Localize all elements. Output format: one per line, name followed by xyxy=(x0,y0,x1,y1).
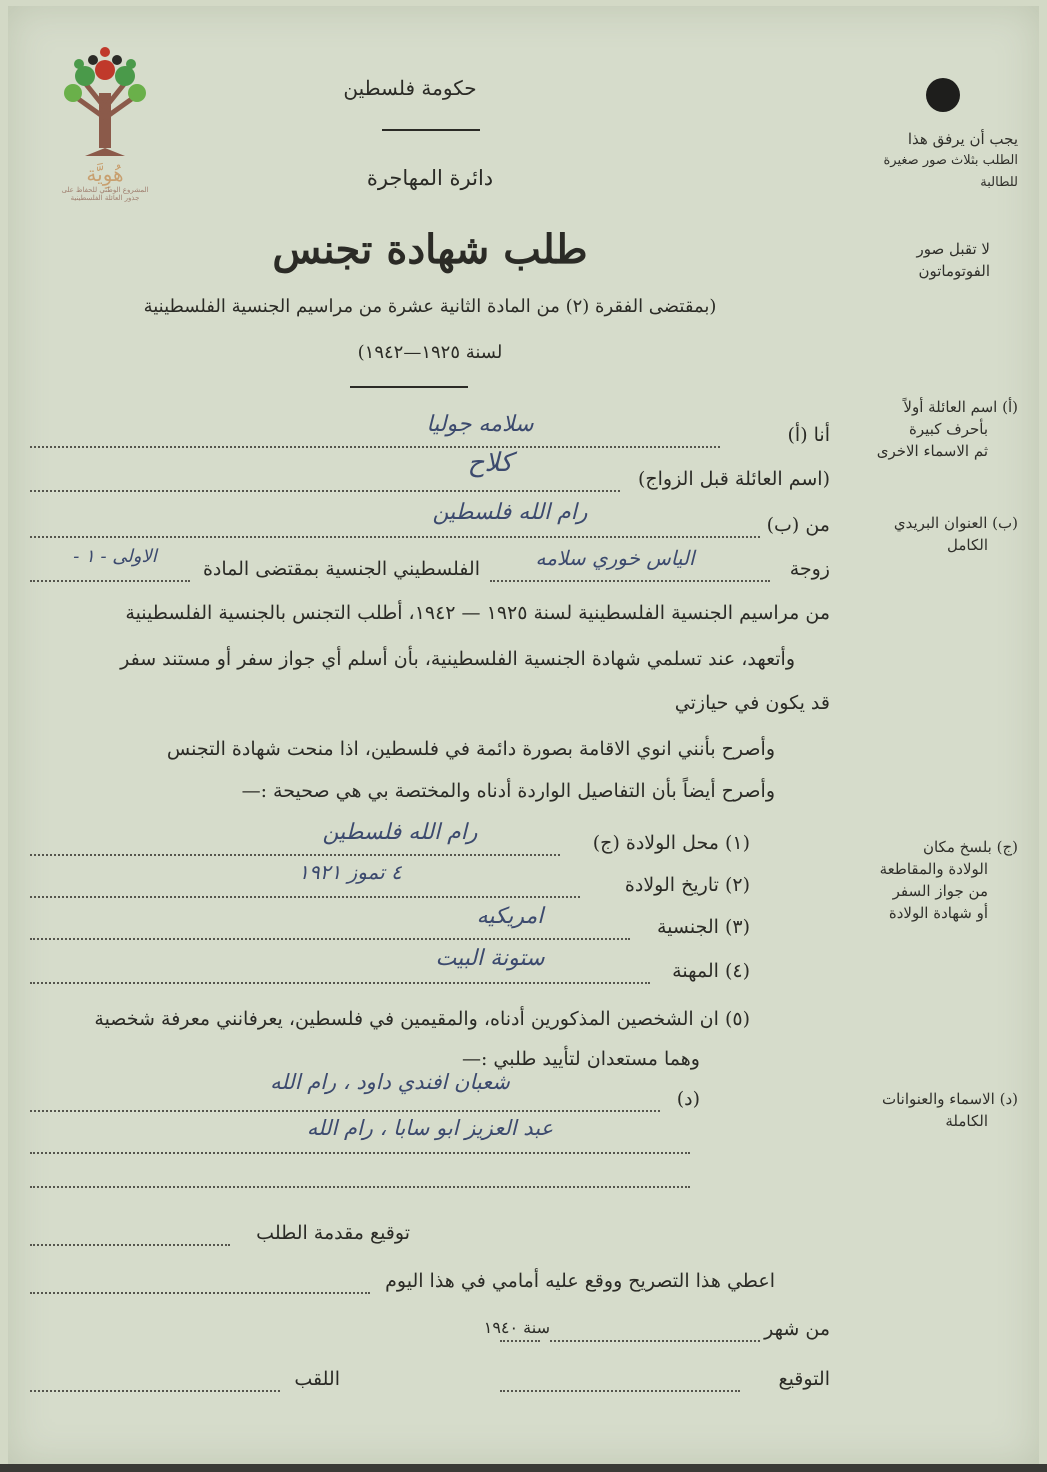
margin-note-a-2: بأحرف كبيرة xyxy=(909,420,988,438)
margin-note-b-2: الكامل xyxy=(947,536,988,554)
husband-field[interactable] xyxy=(490,580,770,582)
margin-note-b xyxy=(840,512,1018,556)
from-value: رام الله فلسطين xyxy=(432,500,588,525)
form-subtitle-1: (بمقتضى الفقرة (٢) من المادة الثانية عشرة من مراسيم الجنسية الفلسطينية xyxy=(143,296,717,317)
month-field[interactable] xyxy=(550,1340,760,1342)
wife-label: زوجة xyxy=(789,558,830,580)
margin-note-photos-2: الطلب بثلاث صور صغيرة xyxy=(883,153,1018,168)
margin-note-b-1: (ب) العنوان البريدي xyxy=(893,514,1018,532)
applicant-name-field[interactable] xyxy=(30,446,720,448)
title-field[interactable] xyxy=(30,1390,280,1392)
article-field[interactable] xyxy=(30,580,190,582)
margin-note-c-3: من جواز السفر xyxy=(892,882,988,900)
wife-nationality-text: الفلسطيني الجنسية بمقتضى المادة xyxy=(202,558,480,580)
margin-note-c xyxy=(840,836,1018,924)
from-label: من (ب) xyxy=(766,514,830,536)
referee-2-field[interactable] xyxy=(30,1152,690,1154)
government-heading: حكومة فلسطين xyxy=(343,76,477,100)
birthplace-value: رام الله فلسطين xyxy=(322,820,478,845)
referee-1-value: شعبان افندي داود ، رام الله xyxy=(270,1070,510,1094)
logo-tagline-2: جذور العائلة الفلسطينية xyxy=(70,194,140,202)
birthdate-value: ٤ تموز ١٩٢١ xyxy=(298,860,402,884)
punch-hole xyxy=(926,78,960,112)
occupation-field[interactable] xyxy=(30,982,650,984)
margin-note-photos xyxy=(840,128,1018,194)
applicant-name-label: أنا (أ) xyxy=(787,424,830,446)
occupation-value: ستونة البيت xyxy=(435,946,545,971)
year-field[interactable] xyxy=(500,1340,540,1342)
declaration-statement: اعطي هذا التصريح ووقع عليه أمامي في هذا اليوم xyxy=(385,1270,775,1292)
birthplace-label: (١) محل الولادة (ج) xyxy=(592,832,750,854)
logo-name: هُوِيَّة xyxy=(86,162,124,186)
margin-note-a-3: ثم الاسماء الاخرى xyxy=(876,442,988,460)
husband-value: الياس خوري سلامه xyxy=(535,546,695,570)
declaration-line-3: قد يكون في حيازتي xyxy=(674,692,830,714)
birthplace-field[interactable] xyxy=(30,854,560,856)
from-field[interactable] xyxy=(30,536,760,538)
form-subtitle-2: لسنة ١٩٢٥—١٩٤٢) xyxy=(357,342,503,363)
applicant-name-value: سلامه جوليا xyxy=(426,412,534,437)
referee-3-field[interactable] xyxy=(30,1186,690,1188)
margin-note-a xyxy=(840,396,1018,462)
margin-note-d xyxy=(840,1088,1018,1132)
department-heading: دائرة المهاجرة xyxy=(366,166,494,190)
heading-rule-1 xyxy=(382,129,480,131)
margin-note-a-1: (أ) اسم العائلة أولاً xyxy=(903,398,1018,416)
birthdate-field[interactable] xyxy=(30,896,580,898)
tree-icon xyxy=(55,38,155,158)
month-label: من شهر xyxy=(764,1318,830,1340)
margin-note-c-1: (ج) بلسخ مكان xyxy=(922,838,1018,856)
declaration-line-1: من مراسيم الجنسية الفلسطينية لسنة ١٩٢٥ — ١٩٤٢، أطلب التجنس بالجنسية الفلسطينية xyxy=(125,602,830,624)
referee-2-value: عبد العزيز ابو سابا ، رام الله xyxy=(306,1116,554,1140)
referee-1-field[interactable] xyxy=(30,1110,660,1112)
margin-note-c-2: الولادة والمقاطعة xyxy=(879,860,988,878)
margin-note-photomaton-1: لا تقبل صور xyxy=(916,240,990,258)
referees-line-2: وهما مستعدان لتأييد طلبي :— xyxy=(461,1048,700,1070)
nationality-label: (٣) الجنسية xyxy=(656,916,750,938)
scan-edge xyxy=(0,1464,1047,1472)
occupation-label: (٤) المهنة xyxy=(672,960,750,982)
declaration-line-4: وأصرح بأنني انوي الاقامة بصورة دائمة في فلسطين، اذا منحت شهادة التجنس xyxy=(166,738,775,760)
margin-note-photos-1: يجب أن يرفق هذا xyxy=(907,130,1018,148)
referees-line-1: (٥) ان الشخصين المذكورين أدناه، والمقيمين في فلسطين، يعرفانني معرفة شخصية xyxy=(94,1008,750,1030)
signature-label: التوقيع xyxy=(778,1368,830,1390)
maiden-name-value: كلاح xyxy=(467,448,513,478)
margin-note-d-2: الكاملة xyxy=(945,1112,988,1130)
margin-note-photomaton xyxy=(840,238,990,282)
signature-field[interactable] xyxy=(500,1390,740,1392)
article-value: الاولى - ١ - xyxy=(73,546,157,567)
year-label: سنة ١٩٤٠ xyxy=(483,1318,550,1337)
maiden-name-field[interactable] xyxy=(30,490,620,492)
referee-label: (د) xyxy=(676,1088,700,1110)
margin-note-photos-3: للطالبة xyxy=(980,175,1018,190)
margin-note-c-4: أو شهادة الولادة xyxy=(888,904,988,922)
declaration-day-field[interactable] xyxy=(30,1292,370,1294)
nationality-field[interactable] xyxy=(30,938,630,940)
declaration-line-5: وأصرح أيضاً بأن التفاصيل الواردة أدناه والمختصة بي هي صحيحة :— xyxy=(241,780,775,802)
maiden-name-label: (اسم العائلة قبل الزواج) xyxy=(637,468,830,490)
declaration-line-2: وأتعهد، عند تسلمي شهادة الجنسية الفلسطينية، بأن أسلم أي جواز سفر أو مستند سفر xyxy=(120,648,795,670)
applicant-signature-field[interactable] xyxy=(30,1244,230,1246)
form-paper xyxy=(8,6,1039,1466)
logo-tagline-1: المشروع الوطني للحفاظ على xyxy=(61,186,149,194)
title-label: اللقب xyxy=(294,1368,340,1390)
birthdate-label: (٢) تاريخ الولادة xyxy=(624,874,750,896)
margin-note-d-1: (د) الاسماء والعنوانات xyxy=(881,1090,1018,1108)
form-title: طلب شهادة تجنس xyxy=(272,226,588,273)
heading-rule-2 xyxy=(350,386,468,388)
applicant-signature-label: توقيع مقدمة الطلب xyxy=(256,1222,410,1244)
nationality-value: امريكيه xyxy=(476,904,544,929)
margin-note-photomaton-2: الفوتوماتون xyxy=(918,262,990,280)
hawiya-logo xyxy=(55,38,155,218)
